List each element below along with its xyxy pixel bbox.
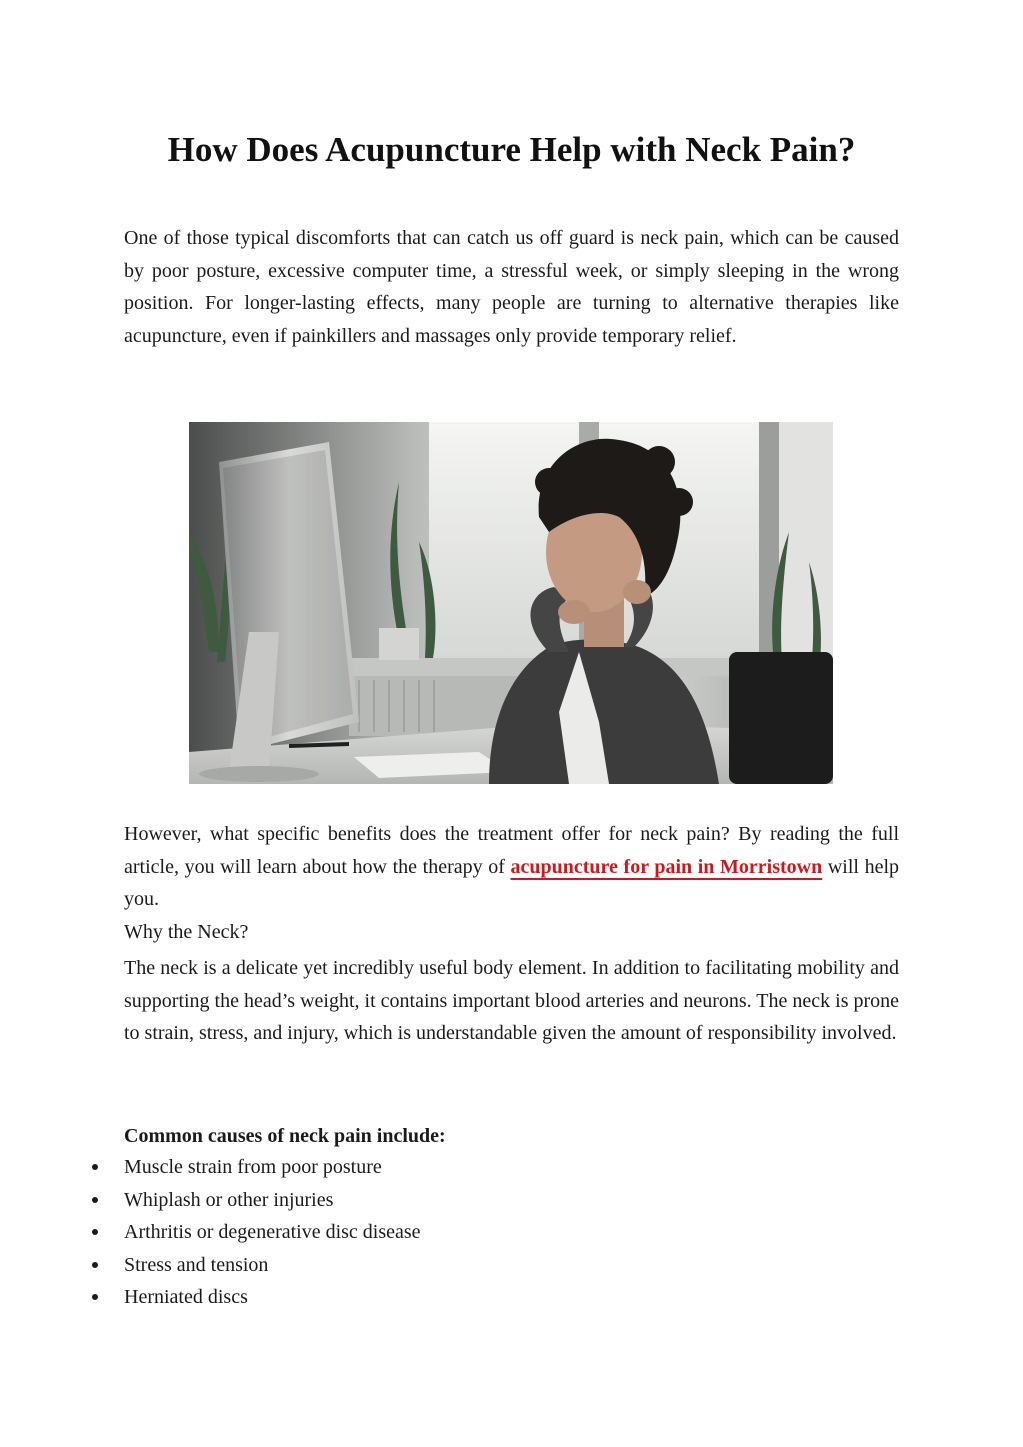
list-item-text: Herniated discs — [124, 1286, 248, 1309]
list-item — [0, 1151, 1023, 1184]
acupuncture-morristown-link[interactable]: acupuncture for pain in Morristown — [510, 855, 823, 878]
list-item-text: Arthritis or degenerative disc disease — [124, 1221, 421, 1244]
list-item-text: Muscle strain from poor posture — [124, 1156, 382, 1178]
woman-neck-pain-photo — [189, 422, 833, 784]
list-item — [0, 1249, 1023, 1282]
list-item-text: Stress and tension — [124, 1253, 269, 1276]
causes-heading: Common causes of neck pain include: — [124, 1125, 446, 1147]
why-neck-paragraph: The neck is a delicate yet incredibly useful body element. In addition to facilitating mobility and supporting the head’s weight, it contains important blood arteries and neurons. The neck is prone to strain, stress, and injury, which is understandable given the amount of responsibility involved. — [124, 957, 900, 1044]
article-title: How Does Acupuncture Help with Neck Pain? — [167, 130, 856, 169]
why-neck-heading: Why the Neck? — [124, 921, 249, 943]
list-item-text: Whiplash or other injuries — [124, 1188, 334, 1211]
list-item — [0, 1184, 1023, 1217]
list-item — [0, 1281, 1023, 1314]
list-item — [0, 1216, 1023, 1249]
benefits-text-before: However, what specific benefits does the treatment offer for neck pain? By reading the full article, you will learn about how the therapy of — [124, 823, 899, 878]
causes-list — [0, 1151, 1023, 1314]
benefits-paragraph — [124, 818, 899, 916]
benefits-text-after: will help you. — [124, 855, 900, 910]
intro-paragraph: One of those typical discomforts that can catch us off guard is neck pain, which can be caused by poor posture, excessive computer time, a stressful week, or simply sleeping in the wrong position. For longer-lasting effects, many people are turning to alternative therapies like acupuncture, even if painkillers and massages only provide temporary relief. — [124, 227, 899, 347]
